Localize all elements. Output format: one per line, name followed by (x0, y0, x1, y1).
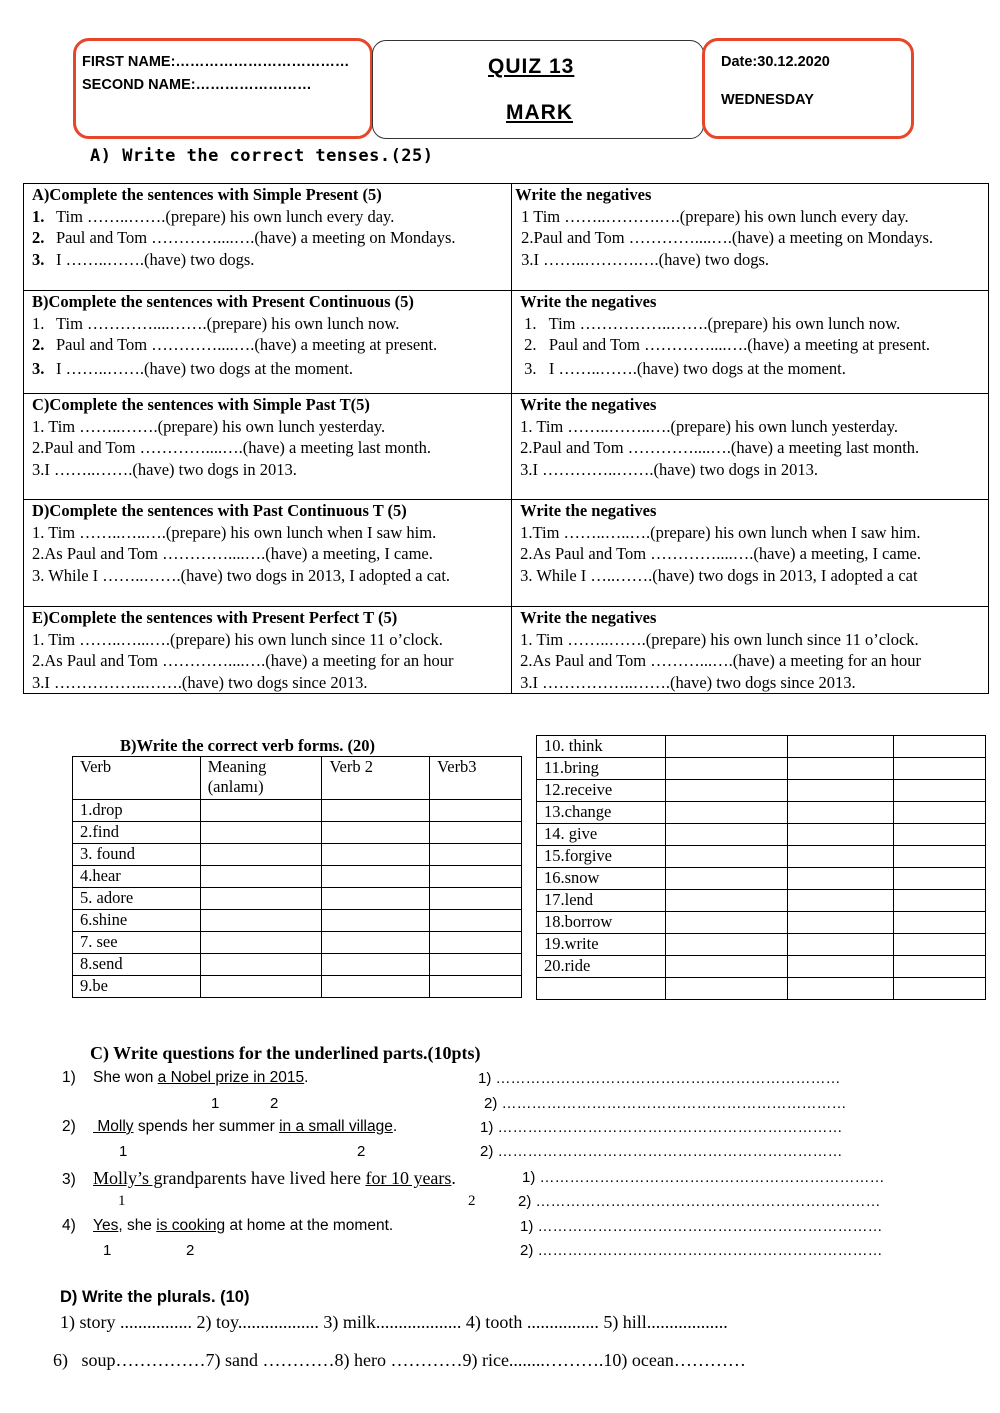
left-item: 1. Tim …………....…….(prepare) his own lunch now. (32, 313, 400, 333)
question-text: She won (93, 1069, 158, 1086)
table-row (537, 934, 986, 956)
right-item: 1 Tim ……..……….….(prepare) his own lunch every day. (521, 206, 909, 226)
verb-cell: 2.find (73, 822, 201, 844)
answer-cell[interactable] (787, 890, 894, 912)
marker-2: 2 (270, 1095, 279, 1112)
right-item: 2.Paul and Tom …………....….(have) a meeting on Mondays. (521, 228, 934, 247)
answer-cell[interactable] (894, 890, 986, 912)
table-row (537, 824, 986, 846)
answer-cell[interactable] (665, 780, 787, 802)
answer-line[interactable]: 2) …………………………………………………………… (480, 1143, 843, 1160)
table-row (537, 978, 986, 1000)
right-item: 3. I ……..…….(have) two dogs at the moment. (524, 358, 846, 378)
table-row (73, 844, 522, 866)
table-row (537, 736, 986, 758)
verb-cell: 7. see (73, 932, 201, 954)
answer-cell[interactable] (665, 912, 787, 934)
mark-label: MARK (506, 101, 573, 124)
answer-cell[interactable] (665, 736, 787, 758)
right-item: 3. While I …..…….(have) two dogs in 2013, I adopted a cat (520, 565, 918, 585)
answer-cell[interactable] (430, 800, 522, 822)
second-name-label: SECOND NAME:…………………… (82, 77, 312, 93)
marker-1: 1 (118, 1193, 126, 1209)
answer-cell[interactable] (665, 758, 787, 780)
answer-cell[interactable] (322, 800, 430, 822)
underlined-part-1: a Nobel prize in 2015 (157, 1069, 305, 1086)
first-name-label: FIRST NAME:……………………………… (82, 54, 350, 70)
answer-cell[interactable] (665, 934, 787, 956)
date-label: Date:30.12.2020 (721, 54, 830, 70)
right-cell (512, 291, 989, 394)
left-item: 3. While I ……..…….(have) two dogs in 2013, I adopted a cat. (32, 565, 451, 585)
header-verb: Verb (73, 757, 201, 800)
answer-cell[interactable] (200, 954, 322, 976)
answer-line[interactable]: 2) …………………………………………………………… (518, 1193, 881, 1210)
verb-cell: 10. think (537, 736, 666, 758)
question-number: 2) (62, 1118, 76, 1135)
question-number: 4) (62, 1217, 76, 1234)
verb-cell: 3. found (73, 844, 201, 866)
left-title: E)Complete the sentences with Present Perfect T (5) (32, 608, 398, 627)
verb-forms-table-right (536, 735, 986, 1000)
question-text: spends her summer (133, 1118, 280, 1135)
table-row (537, 846, 986, 868)
verb-cell: 20.ride (537, 956, 666, 978)
answer-cell[interactable] (430, 822, 522, 844)
verb-forms-table-left (72, 756, 522, 998)
right-item: 1.Tim ……..…..….(prepare) his own lunch when I saw him. (520, 522, 921, 542)
left-item: 2. Paul and Tom …………....….(have) a meeting at present. (32, 335, 438, 354)
verb-cell: 1.drop (73, 800, 201, 822)
answer-cell[interactable] (787, 780, 894, 802)
table-row (537, 758, 986, 780)
answer-cell[interactable] (787, 956, 894, 978)
marker-1: 1 (103, 1242, 112, 1259)
marker-2: 2 (357, 1143, 366, 1160)
answer-cell[interactable] (894, 978, 986, 1000)
question-text: at home at the moment. (225, 1217, 394, 1234)
right-title: Write the negatives (520, 292, 657, 311)
left-cell (24, 291, 512, 394)
answer-cell[interactable] (787, 758, 894, 780)
table-row (73, 976, 522, 998)
plurals-line-2[interactable]: 6) soup……………7) sand …………8) hero …………9) rice........……….10) ocean………… (53, 1350, 746, 1370)
question-2 (62, 1118, 397, 1136)
answer-cell[interactable] (894, 780, 986, 802)
right-cell (512, 607, 989, 694)
answer-cell[interactable] (322, 822, 430, 844)
answer-cell[interactable] (787, 802, 894, 824)
question-3 (62, 1168, 456, 1189)
underlined-part-2: for 10 years (365, 1168, 452, 1188)
header-meaning: Meaning (anlamı) (200, 757, 322, 800)
quiz-title: QUIZ 13 (488, 55, 575, 78)
right-title: Write the negatives (515, 185, 652, 204)
question-text: randparents have lived here (162, 1168, 366, 1188)
table-row (537, 912, 986, 934)
left-title: B)Complete the sentences with Present Continuous (5) (32, 292, 414, 311)
answer-cell[interactable] (322, 954, 430, 976)
answer-cell[interactable] (894, 934, 986, 956)
right-item: 2.As Paul and Tom …………....….(have) a meeting, I came. (520, 544, 921, 563)
question-number: 1) (62, 1069, 76, 1086)
answer-cell[interactable] (200, 888, 322, 910)
underlined-part-1: Yes (93, 1217, 119, 1234)
answer-cell[interactable] (430, 888, 522, 910)
right-item: 3.I ……..……….….(have) two dogs. (521, 249, 770, 269)
left-title: C)Complete the sentences with Simple Past T(5) (32, 395, 370, 414)
left-item: 3.I ……..…….(have) two dogs in 2013. (32, 459, 297, 479)
left-item: 1. Tim ……..…….(prepare) his own lunch every day. (32, 206, 395, 226)
left-item: 1. Tim ……..…….(prepare) his own lunch yesterday. (32, 416, 386, 436)
tenses-row (24, 500, 989, 607)
answer-cell[interactable] (665, 846, 787, 868)
answer-cell[interactable] (894, 824, 986, 846)
verb-cell: 17.lend (537, 890, 666, 912)
left-item: 2.Paul and Tom …………....….(have) a meeting last month. (32, 438, 432, 457)
section-c-title: C) Write questions for the underlined parts.(10pts) (90, 1043, 481, 1063)
table-row (73, 910, 522, 932)
answer-cell[interactable] (200, 822, 322, 844)
left-cell (24, 394, 512, 500)
answer-cell[interactable] (894, 736, 986, 758)
left-item: 2. Paul and Tom …………....….(have) a meeting on Mondays. (32, 228, 456, 247)
answer-line[interactable]: 1) …………………………………………………………… (480, 1119, 843, 1136)
marker-1: 1 (211, 1095, 220, 1112)
table-row (537, 890, 986, 912)
verb-cell: 18.borrow (537, 912, 666, 934)
day-label: WEDNESDAY (721, 92, 814, 108)
answer-cell[interactable] (430, 844, 522, 866)
verb-cell: 14. give (537, 824, 666, 846)
underlined-part-2: is cooking (156, 1217, 226, 1234)
answer-line[interactable]: 1) …………………………………………………………… (478, 1070, 841, 1087)
left-item: 1. Tim ……..…..….(prepare) his own lunch when I saw him. (32, 522, 437, 542)
answer-cell[interactable] (665, 868, 787, 890)
right-item: 2.As Paul and Tom ………...….(have) a meeting for an hour (520, 651, 921, 670)
verb-cell: 16.snow (537, 868, 666, 890)
verb-cell: 19.write (537, 934, 666, 956)
answer-line[interactable]: 2) …………………………………………………………… (484, 1095, 847, 1112)
table-row (537, 802, 986, 824)
table-row (73, 866, 522, 888)
answer-cell[interactable] (787, 868, 894, 890)
answer-cell[interactable] (200, 866, 322, 888)
tenses-row (24, 291, 989, 394)
answer-cell[interactable] (322, 910, 430, 932)
answer-cell[interactable] (787, 824, 894, 846)
section-a-title: A) Write the correct tenses.(25) (90, 146, 434, 166)
question-text: , she (118, 1217, 157, 1234)
table-row (73, 888, 522, 910)
table-row (73, 932, 522, 954)
right-item: 3.I …………..…….(have) two dogs in 2013. (520, 459, 819, 479)
section-b-title: B)Write the correct verb forms. (20) (120, 736, 376, 755)
answer-cell[interactable] (894, 912, 986, 934)
table-row (73, 800, 522, 822)
answer-cell[interactable] (200, 844, 322, 866)
verb-cell: 5. adore (73, 888, 201, 910)
question-text: . (451, 1168, 456, 1188)
plurals-line-1[interactable]: 1) story ................ 2) toy.................. 3) milk................... 4) tooth ................ 5) hill.................. (60, 1312, 728, 1332)
marker-2: 2 (186, 1242, 195, 1259)
answer-cell[interactable] (665, 802, 787, 824)
tenses-table (23, 183, 989, 694)
tenses-row (24, 394, 989, 500)
question-1 (62, 1069, 308, 1087)
answer-cell[interactable] (200, 932, 322, 954)
answer-cell[interactable] (200, 800, 322, 822)
left-title: A)Complete the sentences with Simple Present (5) (32, 185, 382, 204)
right-cell (512, 184, 989, 291)
question-4 (62, 1217, 393, 1235)
answer-cell[interactable] (665, 978, 787, 1000)
verb-cell: 13.change (537, 802, 666, 824)
answer-cell[interactable] (665, 890, 787, 912)
verb-cell: 4.hear (73, 866, 201, 888)
left-item: 2.As Paul and Tom …………....….(have) a meeting, I came. (32, 544, 433, 563)
left-cell (24, 607, 512, 694)
tenses-row (24, 607, 989, 694)
answer-cell[interactable] (665, 824, 787, 846)
answer-cell[interactable] (430, 976, 522, 998)
answer-cell[interactable] (322, 976, 430, 998)
answer-cell[interactable] (787, 912, 894, 934)
question-text: . (304, 1069, 309, 1086)
answer-line[interactable]: 2) …………………………………………………………… (520, 1242, 883, 1259)
table-row (537, 868, 986, 890)
right-item: 1. Tim ……..…….(prepare) his own lunch since 11 o’clock. (520, 629, 919, 649)
right-item: 2. Paul and Tom …………....….(have) a meeting at present. (524, 335, 931, 354)
marker-1: 1 (119, 1143, 128, 1160)
answer-cell[interactable] (787, 736, 894, 758)
underlined-part-1: Molly’s g (93, 1168, 163, 1188)
answer-cell[interactable] (430, 932, 522, 954)
left-item: 3.I ……………..…….(have) two dogs since 2013. (32, 672, 368, 692)
underlined-part-2: in a small village (279, 1118, 393, 1135)
left-title: D)Complete the sentences with Past Continuous T (5) (32, 501, 407, 520)
right-item: 3.I ……………..…….(have) two dogs since 2013. (520, 672, 856, 692)
answer-cell[interactable] (894, 802, 986, 824)
answer-cell[interactable] (894, 956, 986, 978)
table-row (537, 780, 986, 802)
verb-cell: 12.receive (537, 780, 666, 802)
verb-cell: 6.shine (73, 910, 201, 932)
answer-cell[interactable] (787, 846, 894, 868)
right-item: 1. Tim ……………..…….(prepare) his own lunch now. (524, 313, 901, 333)
left-item: 2.As Paul and Tom …………....….(have) a meeting for an hour (32, 651, 454, 670)
answer-cell[interactable] (430, 954, 522, 976)
left-item: 1. Tim ……..…...….(prepare) his own lunch since 11 o’clock. (32, 629, 443, 649)
header-row (73, 757, 522, 800)
underlined-part-1: Molly (93, 1118, 134, 1135)
verb-cell: 8.send (73, 954, 201, 976)
table-row (73, 822, 522, 844)
verb-cell: 11.bring (537, 758, 666, 780)
right-cell (512, 394, 989, 500)
left-cell (24, 184, 512, 291)
answer-line[interactable]: 1) …………………………………………………………… (520, 1218, 883, 1235)
left-cell (24, 500, 512, 607)
right-item: 1. Tim ……..……..….(prepare) his own lunch yesterday. (520, 416, 899, 436)
answer-cell[interactable] (787, 934, 894, 956)
answer-cell[interactable] (200, 910, 322, 932)
answer-cell[interactable] (894, 846, 986, 868)
left-item: 3. I ……..…….(have) two dogs. (32, 249, 255, 269)
right-title: Write the negatives (520, 395, 657, 414)
right-title: Write the negatives (520, 608, 657, 627)
answer-cell[interactable] (200, 976, 322, 998)
table-row (537, 956, 986, 978)
answer-cell[interactable] (322, 866, 430, 888)
left-item: 3. I ……..…….(have) two dogs at the moment. (32, 358, 353, 378)
answer-cell[interactable] (665, 956, 787, 978)
verb-cell: 9.be (73, 976, 201, 998)
answer-cell[interactable] (787, 978, 894, 1000)
right-cell (512, 500, 989, 607)
answer-line[interactable]: 1) …………………………………………………………… (522, 1169, 885, 1186)
answer-cell[interactable] (322, 888, 430, 910)
right-title: Write the negatives (520, 501, 657, 520)
answer-cell[interactable] (322, 844, 430, 866)
header-verb3: Verb3 (430, 757, 522, 800)
answer-cell[interactable] (322, 932, 430, 954)
answer-cell[interactable] (894, 868, 986, 890)
answer-cell[interactable] (430, 910, 522, 932)
table-row (73, 954, 522, 976)
header-verb2: Verb 2 (322, 757, 430, 800)
right-item: 2.Paul and Tom …………....….(have) a meeting last month. (520, 438, 920, 457)
section-d-title: D) Write the plurals. (10) (60, 1288, 250, 1306)
answer-cell[interactable] (894, 758, 986, 780)
tenses-row (24, 184, 989, 291)
question-number: 3) (62, 1171, 76, 1188)
question-text: . (392, 1118, 398, 1135)
marker-2: 2 (468, 1193, 476, 1209)
answer-cell[interactable] (430, 866, 522, 888)
verb-cell: 15.forgive (537, 846, 666, 868)
verb-cell (537, 978, 666, 1000)
